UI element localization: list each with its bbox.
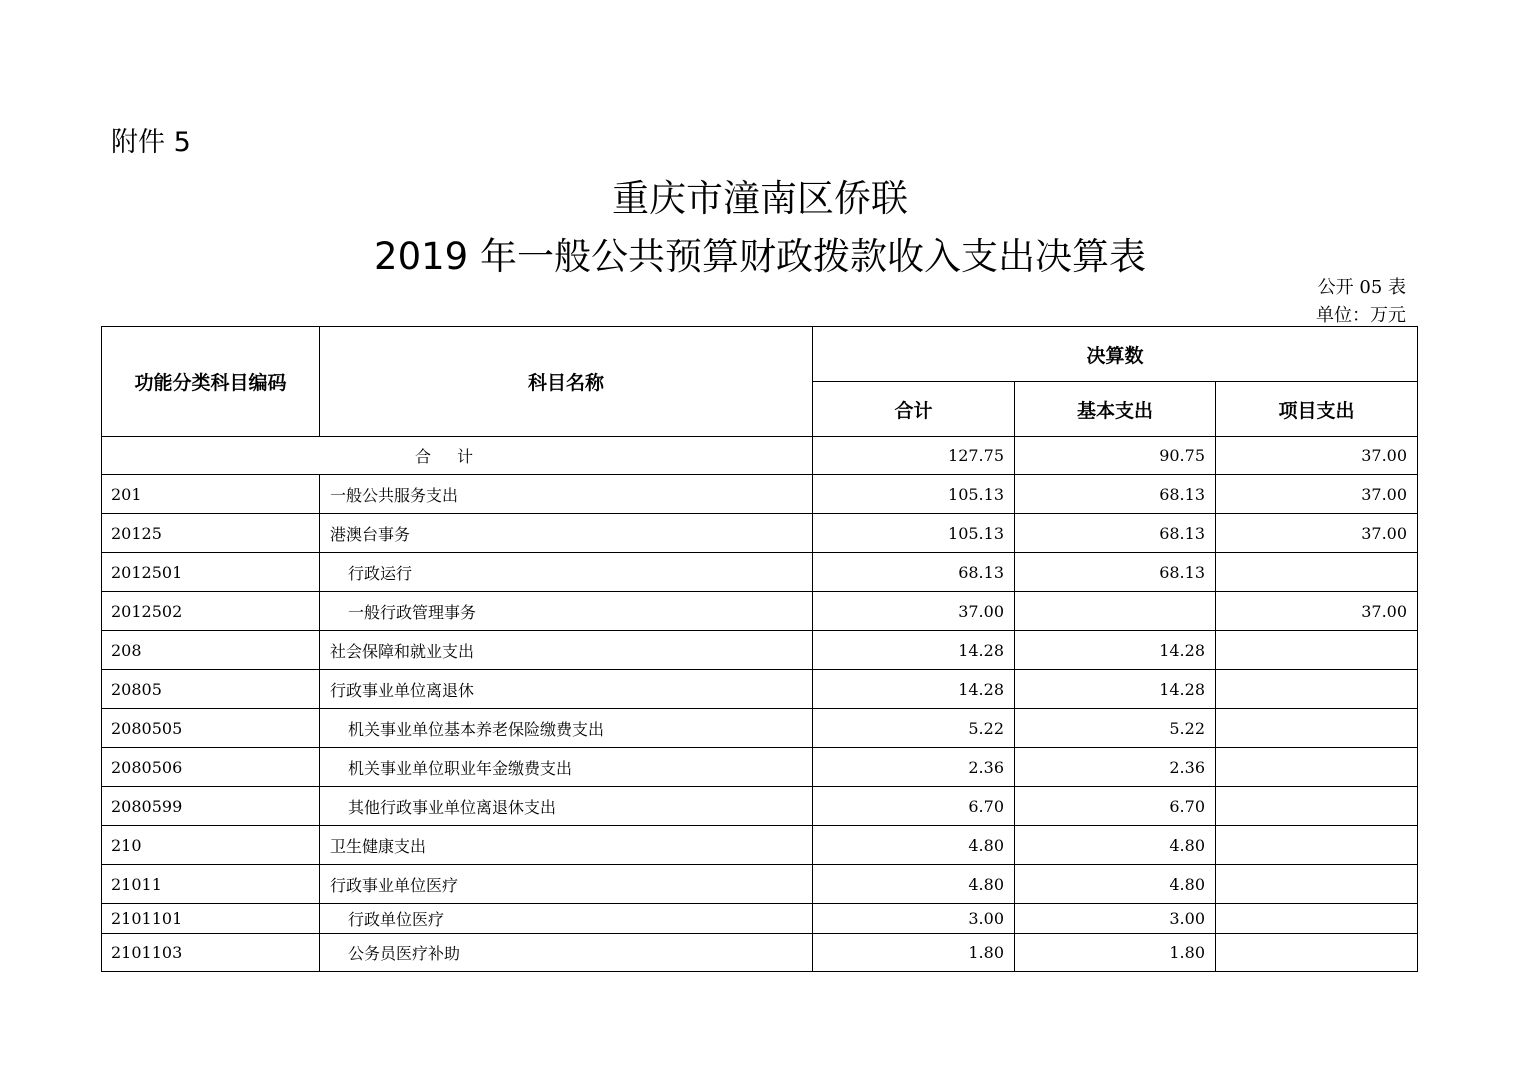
total-row-label: 合计 [102,437,813,475]
row-name: 社会保障和就业支出 [320,631,813,670]
row-total: 1.80 [813,934,1015,972]
row-project: 37.00 [1216,475,1418,514]
row-project: 37.00 [1216,592,1418,631]
row-total: 68.13 [813,553,1015,592]
row-basic: 2.36 [1015,748,1216,787]
table-row [102,514,1418,553]
row-code: 208 [102,631,320,670]
table-row [102,934,1418,972]
header-final: 决算数 [813,327,1418,382]
table-row [102,592,1418,631]
header-total: 合计 [813,382,1015,437]
row-name: 机关事业单位职业年金缴费支出 [320,748,813,787]
row-total: 4.80 [813,826,1015,865]
table-row [102,787,1418,826]
row-basic: 68.13 [1015,514,1216,553]
table-row [102,670,1418,709]
row-code: 2012501 [102,553,320,592]
row-name: 一般公共服务支出 [320,475,813,514]
total-row-project: 37.00 [1216,437,1418,475]
row-total: 37.00 [813,592,1015,631]
attachment-label: 附件 5 [111,127,191,158]
header-basic: 基本支出 [1015,382,1216,437]
budget-table [101,326,1418,972]
row-name: 行政运行 [320,553,813,592]
row-basic: 4.80 [1015,865,1216,904]
row-basic: 68.13 [1015,475,1216,514]
row-name: 港澳台事务 [320,514,813,553]
row-project [1216,934,1418,972]
row-basic: 5.22 [1015,709,1216,748]
row-basic: 6.70 [1015,787,1216,826]
total-row-total: 127.75 [813,437,1015,475]
row-total: 105.13 [813,475,1015,514]
row-code: 2101103 [102,934,320,972]
page-title-line1: 重庆市潼南区侨联 [612,177,908,220]
row-project [1216,865,1418,904]
row-total: 3.00 [813,904,1015,934]
table-row [102,631,1418,670]
row-name: 一般行政管理事务 [320,592,813,631]
row-code: 2080506 [102,748,320,787]
row-name: 卫生健康支出 [320,826,813,865]
total-row [102,437,1418,475]
table-row [102,865,1418,904]
row-project [1216,553,1418,592]
row-project [1216,826,1418,865]
table-row [102,553,1418,592]
row-code: 2080599 [102,787,320,826]
unit-label: 单位：万元 [1316,305,1406,326]
row-total: 105.13 [813,514,1015,553]
row-project [1216,748,1418,787]
row-project [1216,670,1418,709]
row-basic [1015,592,1216,631]
table-body [102,437,1418,972]
row-name: 公务员医疗补助 [320,934,813,972]
row-name: 行政事业单位医疗 [320,865,813,904]
row-total: 4.80 [813,865,1015,904]
page-title-line2: 2019 年一般公共预算财政拨款收入支出决算表 [374,235,1146,278]
row-basic: 14.28 [1015,670,1216,709]
table-row [102,475,1418,514]
row-code: 201 [102,475,320,514]
row-code: 2101101 [102,904,320,934]
row-name: 其他行政事业单位离退休支出 [320,787,813,826]
row-total: 2.36 [813,748,1015,787]
table-row [102,904,1418,934]
row-code: 21011 [102,865,320,904]
row-name: 行政事业单位离退休 [320,670,813,709]
header-project: 项目支出 [1216,382,1418,437]
row-name: 机关事业单位基本养老保险缴费支出 [320,709,813,748]
row-project: 37.00 [1216,514,1418,553]
row-code: 2080505 [102,709,320,748]
row-basic: 1.80 [1015,934,1216,972]
table-row [102,748,1418,787]
row-basic: 4.80 [1015,826,1216,865]
table-id: 公开 05 表 [1317,277,1406,298]
table-row [102,709,1418,748]
row-code: 210 [102,826,320,865]
row-total: 14.28 [813,670,1015,709]
table-row [102,826,1418,865]
row-total: 5.22 [813,709,1015,748]
row-code: 2012502 [102,592,320,631]
row-code: 20125 [102,514,320,553]
total-row-basic: 90.75 [1015,437,1216,475]
row-project [1216,904,1418,934]
header-name: 科目名称 [320,327,813,437]
row-basic: 3.00 [1015,904,1216,934]
row-basic: 14.28 [1015,631,1216,670]
row-project [1216,787,1418,826]
row-total: 14.28 [813,631,1015,670]
row-project [1216,709,1418,748]
row-project [1216,631,1418,670]
row-basic: 68.13 [1015,553,1216,592]
row-total: 6.70 [813,787,1015,826]
row-code: 20805 [102,670,320,709]
header-code: 功能分类科目编码 [102,327,320,437]
row-name: 行政单位医疗 [320,904,813,934]
